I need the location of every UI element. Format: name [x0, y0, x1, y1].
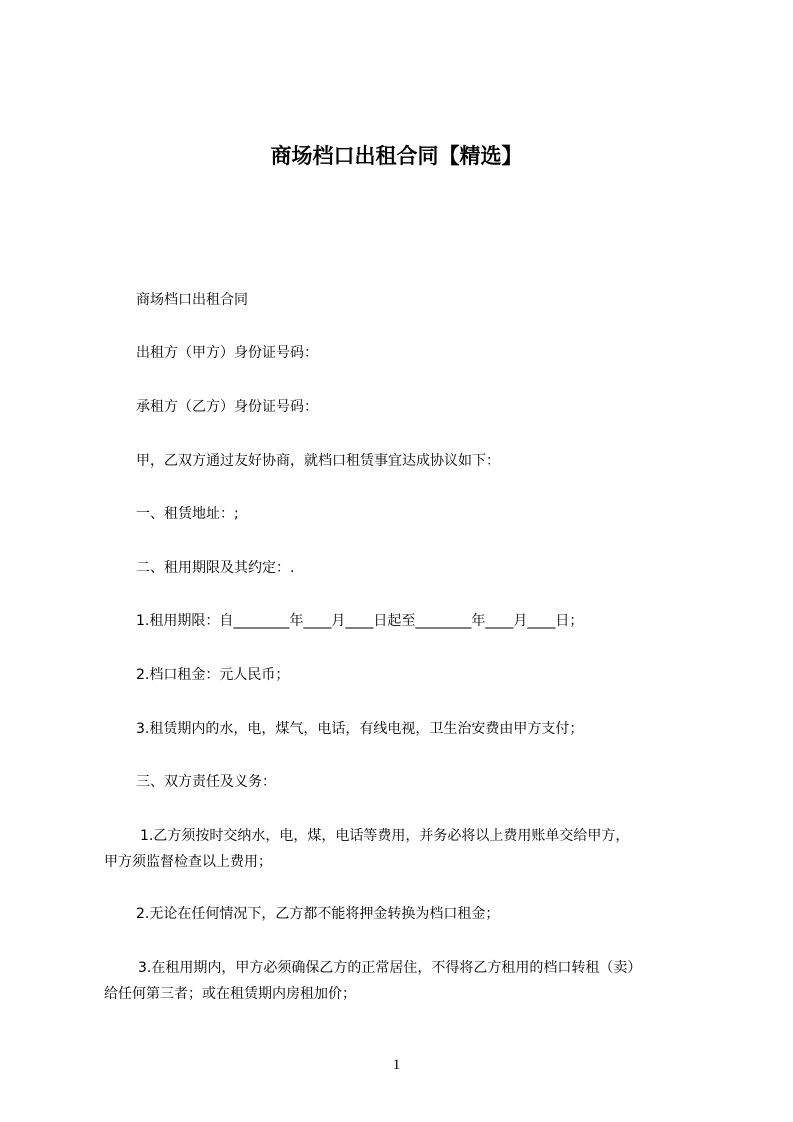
- duty-3-line-2: 给任何第三者；或在租赁期内房租加价；: [104, 986, 356, 1002]
- clause-utilities: 3.租赁期内的水，电，煤气，电话，有线电视，卫生治安费由甲方支付；: [136, 721, 584, 737]
- document-title: 商场档口出租合同【精选】: [270, 144, 523, 168]
- section-responsibilities: 三、双方责任及义务：: [136, 774, 276, 790]
- lessee-id-line: 承租方（乙方）身份证号码：: [136, 399, 318, 415]
- agreement-intro: 甲，乙双方通过友好协商，就档口租赁事宜达成协议如下：: [136, 453, 500, 469]
- duty-2: 2.无论在任何情况下，乙方都不能将押金转换为档口租金；: [136, 906, 500, 922]
- section-lease-term: 二、租用期限及其约定：.: [136, 560, 295, 576]
- duty-3-line-1: 3.在租用期内，甲方必须确保乙方的正常居住，不得将乙方租用的档口转租（卖）: [138, 960, 642, 976]
- clause-rent: 2.档口租金：元人民币；: [136, 667, 290, 683]
- contract-heading: 商场档口出租合同: [136, 292, 248, 308]
- duty-1-line-2: 甲方须监督检查以上费用；: [104, 854, 272, 870]
- section-lease-address: 一、租赁地址：;: [136, 506, 239, 522]
- page-number: 1: [392, 1057, 401, 1073]
- duty-1-line-1: 1.乙方须按时交纳水，电，煤，电话等费用，并务必将以上费用账单交给甲方，: [140, 828, 630, 844]
- clause-lease-period: 1.租用期限：自________年____月____日起至________年____月____日；: [136, 613, 584, 629]
- lessor-id-line: 出租方（甲方）身份证号码：: [136, 345, 318, 361]
